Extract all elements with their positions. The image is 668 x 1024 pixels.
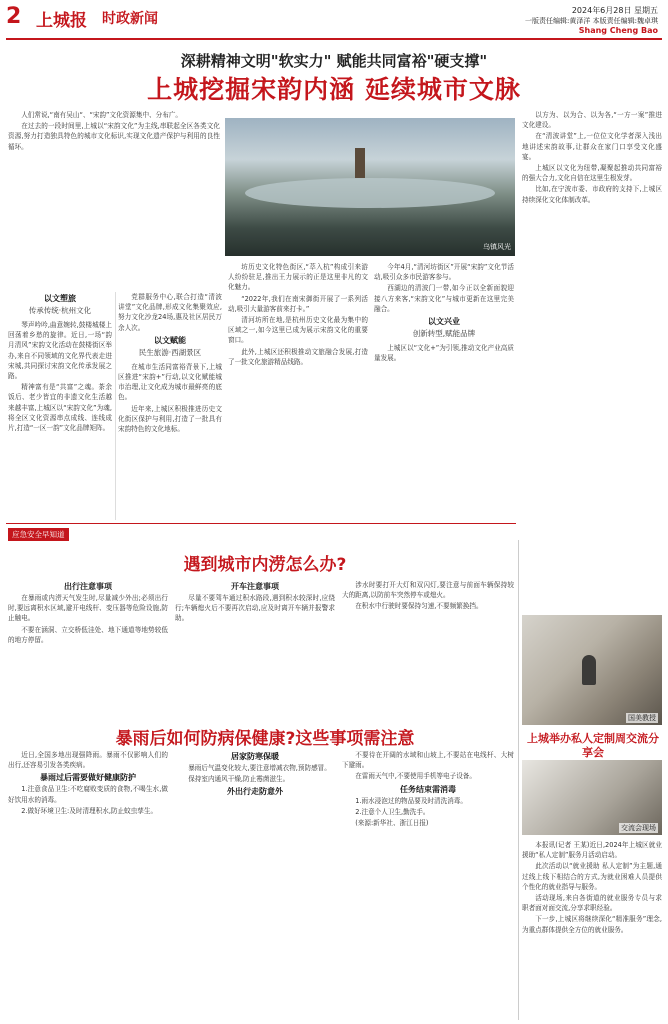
lead-subhead: 深耕精神文明"软实力" 赋能共同富裕"硬支撑" [180, 52, 488, 70]
body-paragraph: 不要在涵洞、立交桥低洼处、地下通道等地势较低的地方停留。 [8, 625, 168, 644]
heat-headline: 遇到城市内涝怎么办? [183, 555, 347, 575]
body-paragraph: 2.注意个人卫生,勤洗手。 [355, 807, 430, 816]
body-paragraph: 本报讯(记者 王某)近日,2024年上城区就业援助“私人定制”服务月活动启动。 [522, 841, 662, 860]
body-paragraph: 在城市生活同富裕背景下,上城区推进“宋韵+”行动,以文化赋能城市治理,让文化成为城市最鲜亮的底色。 [118, 362, 222, 402]
issue-date: 2024年6月28日 星期五 [571, 6, 658, 15]
body-paragraph: 坊历史文化特色街区,“萃入杭”构成引来游人纷纷驻足,推出王力展示的正是这里非凡的文化魅力。 [228, 263, 368, 292]
lead-column-5 [522, 110, 662, 610]
section-subtitle: 创新转型,赋能品牌 [412, 329, 476, 339]
body-paragraph: 尽量不要驾车通过积水路段,遇到积水较深时,应绕行;车辆熄火后不要再次启动,应及时离开车辆并报警求助。 [175, 594, 335, 623]
main-photo [225, 118, 515, 256]
paper-name-logo: 上城报 [36, 11, 87, 31]
body-paragraph: “2022年,我们在南宋御街开展了一系列活动,吸引大量游客前来打卡。” [228, 294, 368, 313]
lead-column-4 [374, 262, 514, 520]
side-photo-2 [522, 760, 662, 835]
section-title: 以文兴业 [428, 317, 460, 327]
body-paragraph: 涉水时要打开大灯和双闪灯,要注意与前面车辆保持较大的距离,以防前车突然停车或熄火。 [342, 581, 514, 600]
body-paragraph: 比如,在宁波市委、市政府的支持下,上城区持续深化文化体制改革。 [522, 185, 662, 204]
column-divider [115, 292, 116, 520]
body-paragraph: 1.注意食品卫生:不吃腐败变质的食物,不喝生水,做好饮用水的消毒。 [8, 785, 168, 804]
brand-pinyin: Shang Cheng Bao [578, 26, 658, 35]
body-paragraph: 党群服务中心,联合打造“清波讲堂”文化品牌,形成文化集聚效应,努力文化沙龙24场,惠及社区居民万余人次。 [118, 293, 222, 332]
section-title: 暴雨过后需要做好健康防护 [40, 773, 136, 783]
flu-column-2 [175, 750, 335, 1020]
flu-headline: 暴雨后如何防病保健康?这些事项需注意 [115, 729, 415, 749]
body-paragraph: 近日,全国多地出现强降雨。暴雨不仅影响人们的出行,还容易引发各类疾病。 [8, 751, 168, 770]
masthead-rule [6, 38, 662, 40]
body-paragraph: 不要待在开阔的水域和山坡上,不要站在电线杆、大树下避雨。 [342, 751, 514, 770]
lead-headline: 上城挖掘宋韵内涵 延续城市文脉 [147, 75, 521, 104]
body-paragraph: 西湖边的清波门一带,如今正以全新面貌迎接八方来客,“宋韵文化”与城市更新在这里完美融合。 [374, 284, 514, 313]
body-paragraph: 2.做好环境卫生:及时清理积水,防止蚊虫孳生。 [21, 806, 158, 815]
intro-paragraph: 人们常说,“南有吴山“、“宋韵”文化资源集中、分布广。 [21, 111, 183, 119]
section-title: 居家防寒保暖 [231, 752, 279, 761]
section-title: 以文赋能 [154, 335, 186, 345]
body-paragraph: 保持室内通风干燥,防止霉菌滋生。 [188, 775, 290, 784]
body-paragraph: 上城区以“文化+”为引领,推动文化产业高质量发展。 [374, 344, 514, 363]
heat-column-1 [8, 580, 168, 720]
side-photo-caption: 国美教授 [628, 714, 656, 722]
body-paragraph: 今年4月,“清河坊街区”开展“宋韵”文化节活动,吸引众多市民游客参与。 [374, 263, 514, 282]
heat-column-3 [342, 580, 514, 720]
side-divider [518, 540, 519, 1020]
photo-caption: 乌镇风光 [483, 243, 511, 251]
flu-column-3 [342, 750, 514, 1020]
section-title: 任务结束需消毒 [400, 784, 456, 794]
heat-column-2 [175, 580, 335, 720]
body-paragraph: 暴雨后气温变化较大,要注意增减衣物,预防感冒。 [188, 764, 331, 772]
body-paragraph: 清河坊所在地,是杭州历史文化最为集中的区域之一,如今这里已成为展示宋韵文化的重要窗口。 [228, 316, 368, 345]
page-number: 2 [6, 4, 22, 29]
side-photo [522, 615, 662, 725]
body-paragraph: 在雷雨天气中,不要使用手机等电子设备。 [355, 772, 476, 781]
section-title: 外出行走防意外 [227, 787, 283, 797]
section-title: 以文塑旅 [44, 294, 76, 303]
lead-column-3 [228, 262, 368, 520]
photo-lake [245, 178, 495, 208]
lead-column-2 [118, 292, 222, 520]
section-title: 出行注意事项 [64, 582, 112, 591]
lead-intro [8, 110, 220, 285]
side-headline: 上城举办私人定制周交流分享会 [527, 732, 659, 759]
body-paragraph: 精神富有是“共富”之魂。茶余饭后、老少皆宜的非遗文化生活越来越丰富,上城区以“宋韵文化”为魂,将全区文化资源串点成线、连线成片,打造“一区一韵”文化品牌矩阵。 [8, 383, 112, 433]
intro-paragraph: 在过去的一段时间里,上城以“宋韵文化”为主线,串联起全区各类文化资源,努力打造独具特色的城市文化标识,实现文化遗产保护与利用的良性循环。 [8, 122, 220, 151]
body-paragraph: 下一步,上城区将继续深化“精准服务”理念,为重点群体提供全方位的就业服务。 [522, 915, 662, 934]
photo-person [582, 655, 596, 685]
photo-pagoda [355, 148, 365, 178]
body-paragraph: 1.雨水浸泡过的物品要及时清洗消毒。 [355, 796, 467, 805]
editors-line: 一版责任编辑:黄泽洋 本版责任编辑:魏卓琪 [525, 17, 658, 25]
flu-column-1 [8, 750, 168, 1020]
body-paragraph: 近年来,上城区积极推进历史文化街区保护与利用,打造了一批具有宋韵特色的文化地标。 [118, 404, 222, 434]
side-photo-2-caption: 交流会现场 [621, 824, 656, 832]
body-paragraph: 琴声吟吟,曲意婉转,鼓楼城楼上回荡着乡愁的旋律。近日,一场“韵月清风”宋韵文化活动在鼓楼街区举办,来自不同领域的文化界代表走进宋城,共同探讨宋韵文化传承发展之路。 [8, 321, 112, 381]
health-section-tag: 应急安全早知道 [8, 528, 69, 541]
source-note: (来源:新华社、浙江日报) [355, 819, 429, 828]
body-paragraph: 以方为、以为合、以为各,“一方一案”推进文化建设。 [522, 111, 662, 130]
body-paragraph: 此外,上城区还积极推动文旅融合发展,打造了一批文化旅游精品线路。 [228, 347, 368, 366]
body-paragraph: 上城区以文化为纽带,凝聚起推动共同富裕的强大合力,文化自信在这里生根发芽。 [522, 164, 662, 183]
body-paragraph: 在暴雨或内涝天气发生时,尽量减少外出;必须出行时,要远离积水区域,避开电线杆、变压器等危险设施,防止触电。 [8, 594, 168, 623]
lead-column-1 [8, 292, 112, 520]
body-paragraph: 在积水中行驶时要保持匀速,不要频繁换挡。 [355, 602, 483, 611]
section-title: 开车注意事项 [231, 582, 279, 591]
side-body [522, 840, 662, 1020]
section-name: 时政新闻 [102, 11, 158, 27]
section-subtitle: 民生旅游·西湖景区 [138, 347, 202, 357]
section-rule [6, 523, 516, 524]
body-paragraph: 此次活动以“就业援助 私人定制”为主题,通过线上线下相结合的方式,为就业困难人员提供个性化的就业指导与服务。 [522, 862, 662, 891]
body-paragraph: 在“清波讲堂”上,一位位文化学者深入浅出地讲述宋韵故事,让群众在家门口享受文化盛宴。 [522, 132, 662, 161]
body-paragraph: 活动现场,来自各街道的就业服务专员与求职者面对面交流,分享求职经验。 [522, 894, 662, 913]
section-subtitle: 传承传统·杭州文化 [28, 306, 92, 315]
